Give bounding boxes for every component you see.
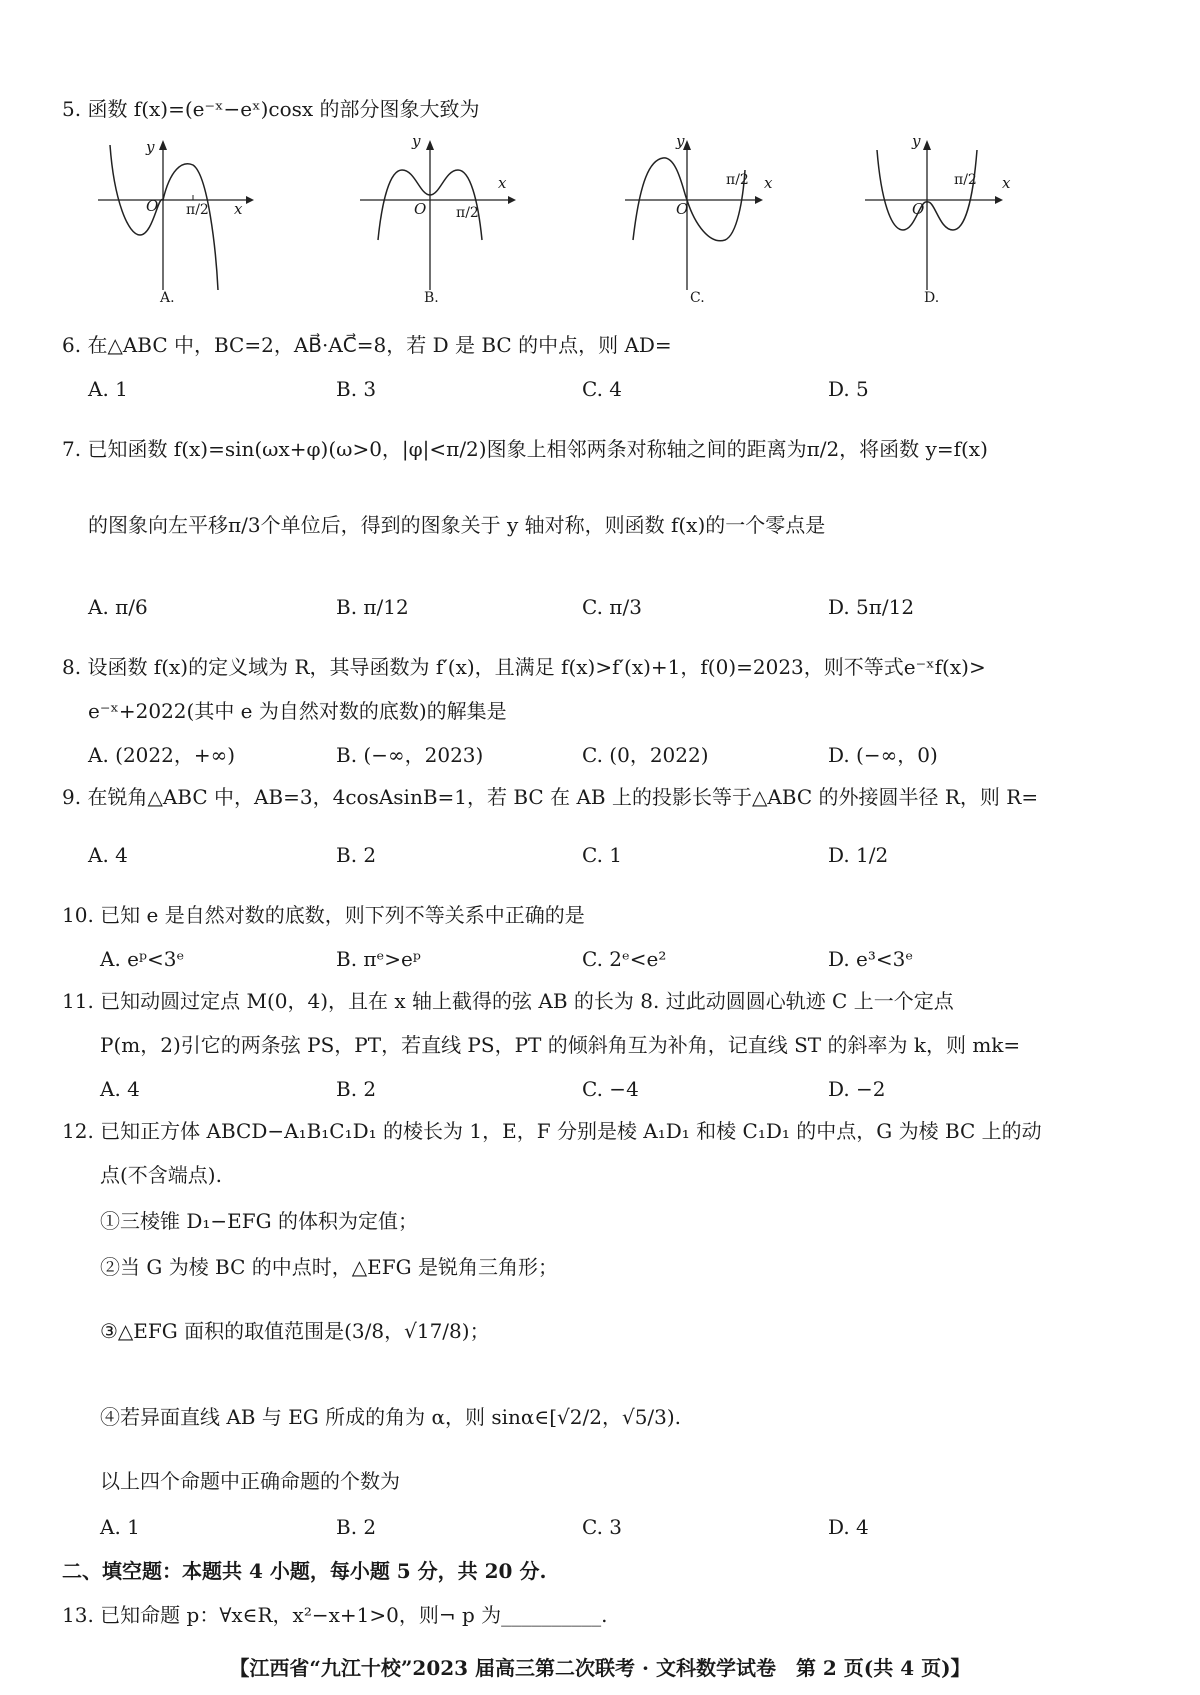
q7-stem-2: 的图象向左平移π/3个单位后，得到的图象关于 y 轴对称，则函数 f(x)的一个零点是 xyxy=(88,513,826,537)
graph-c-label: C. xyxy=(690,290,705,306)
q12-stem-2: 点(不含端点). xyxy=(100,1163,222,1187)
graph-a xyxy=(98,140,268,290)
graph-b-origin: O xyxy=(414,200,427,218)
q11-stem-1: 11. 已知动圆过定点 M(0，4)，且在 x 轴上截得的弦 AB 的长为 8. 过此动圆圆心轨迹 C 上一个定点 xyxy=(62,989,954,1013)
q5-stem: 5. 函数 f(x)=(e⁻ˣ−eˣ)cosx 的部分图象大致为 xyxy=(62,97,480,121)
q6-stem: 6. 在△ABC 中，BC=2，AB⃗·AC⃗=8，若 D 是 BC 的中点，则 AD= xyxy=(62,333,672,357)
q7-option-a: A. π/6 xyxy=(88,595,148,619)
q10-option-b: B. πᵉ>eᵖ xyxy=(336,947,421,971)
q8-option-a: A. (2022，+∞) xyxy=(88,743,236,767)
graph-b-y: y xyxy=(412,132,421,150)
graph-b-label: B. xyxy=(424,290,439,306)
graph-d-y: y xyxy=(912,132,921,150)
graph-b xyxy=(360,140,530,290)
q9-stem: 9. 在锐角△ABC 中，AB=3，4cosAsinB=1，若 BC 在 AB 上的投影长等于△ABC 的外接圆半径 R，则 R= xyxy=(62,785,1039,809)
q11-stem-2: P(m，2)引它的两条弦 PS，PT，若直线 PS，PT 的倾斜角互为补角，记直线 ST 的斜率为 k，则 mk= xyxy=(100,1033,1021,1057)
q11-option-c: C. −4 xyxy=(582,1077,639,1101)
graph-b-x: x xyxy=(498,174,507,192)
q12-option-b: B. 2 xyxy=(336,1515,377,1539)
q10-option-a: A. eᵖ<3ᵉ xyxy=(100,947,185,971)
q10-stem: 10. 已知 e 是自然对数的底数，则下列不等关系中正确的是 xyxy=(62,903,585,927)
q12-ask: 以上四个命题中正确命题的个数为 xyxy=(100,1469,400,1493)
q12-statement-4: ④若异面直线 AB 与 EG 所成的角为 α，则 sinα∈[√2/2，√5/3). xyxy=(100,1405,682,1429)
graph-a-x: x xyxy=(234,200,243,218)
q7-stem-1: 7. 已知函数 f(x)=sin(ωx+φ)(ω>0，|φ|<π/2)图象上相邻两条对称轴之间的距离为π/2，将函数 y=f(x) xyxy=(62,437,988,461)
graph-c-origin: O xyxy=(676,200,689,218)
graph-c-tick: π/2 xyxy=(726,172,749,188)
q10-option-c: C. 2ᵉ<e² xyxy=(582,947,667,971)
q6-option-b: B. 3 xyxy=(336,377,377,401)
q9-option-c: C. 1 xyxy=(582,843,623,867)
graph-d xyxy=(865,140,1035,290)
graph-d-tick: π/2 xyxy=(954,172,977,188)
graph-b-tick: π/2 xyxy=(456,205,479,221)
q12-stem-1: 12. 已知正方体 ABCD−A₁B₁C₁D₁ 的棱长为 1，E，F 分别是棱 A₁D₁ 和棱 C₁D₁ 的中点，G 为棱 BC 上的动 xyxy=(62,1119,1042,1143)
q7-option-d: D. 5π/12 xyxy=(828,595,915,619)
q12-statement-3: ③△EFG 面积的取值范围是(3/8，√17/8)； xyxy=(100,1319,490,1343)
q7-option-b: B. π/12 xyxy=(336,595,409,619)
q6-option-d: D. 5 xyxy=(828,377,869,401)
graph-a-tick: π/2 xyxy=(186,202,209,218)
q11-option-d: D. −2 xyxy=(828,1077,886,1101)
q12-statement-1: ①三棱锥 D₁−EFG 的体积为定值； xyxy=(100,1209,418,1233)
q6-option-c: C. 4 xyxy=(582,377,623,401)
section-2-heading: 二、填空题：本题共 4 小题，每小题 5 分，共 20 分. xyxy=(62,1559,547,1583)
q11-option-b: B. 2 xyxy=(336,1077,377,1101)
q10-option-d: D. e³<3ᵉ xyxy=(828,947,914,971)
page-footer: 【江西省“九江十校”2023 届高三第二次联考 · 文科数学试卷 第 2 页(共 4 页)】 xyxy=(229,1656,971,1680)
q9-option-d: D. 1/2 xyxy=(828,843,889,867)
graph-c-x: x xyxy=(764,174,773,192)
graph-a-label: A. xyxy=(160,290,175,306)
graph-d-origin: O xyxy=(912,200,925,218)
graph-a-y: y xyxy=(146,138,155,156)
q6-option-a: A. 1 xyxy=(88,377,128,401)
q9-option-a: A. 4 xyxy=(88,843,128,867)
q7-option-c: C. π/3 xyxy=(582,595,642,619)
q12-statement-2: ②当 G 为棱 BC 的中点时，△EFG 是锐角三角形； xyxy=(100,1255,558,1279)
q8-option-b: B. (−∞，2023) xyxy=(336,743,484,767)
q12-option-d: D. 4 xyxy=(828,1515,869,1539)
graph-c xyxy=(625,140,795,290)
q8-option-c: C. (0，2022) xyxy=(582,743,709,767)
q12-option-a: A. 1 xyxy=(100,1515,140,1539)
q11-option-a: A. 4 xyxy=(100,1077,140,1101)
graph-d-x: x xyxy=(1002,174,1011,192)
q8-stem-1: 8. 设函数 f(x)的定义域为 R，其导函数为 f′(x)，且满足 f(x)>f′(x)+1，f(0)=2023，则不等式e⁻ˣf(x)> xyxy=(62,655,986,679)
graph-c-y: y xyxy=(676,132,685,150)
q8-option-d: D. (−∞，0) xyxy=(828,743,938,767)
q8-stem-2: e⁻ˣ+2022(其中 e 为自然对数的底数)的解集是 xyxy=(88,699,507,723)
q12-option-c: C. 3 xyxy=(582,1515,623,1539)
graph-a-origin: O xyxy=(146,197,159,215)
q9-option-b: B. 2 xyxy=(336,843,377,867)
q13-stem: 13. 已知命题 p：∀x∈R，x²−x+1>0，则¬ p 为__________. xyxy=(62,1603,608,1627)
graph-d-label: D. xyxy=(924,290,940,306)
